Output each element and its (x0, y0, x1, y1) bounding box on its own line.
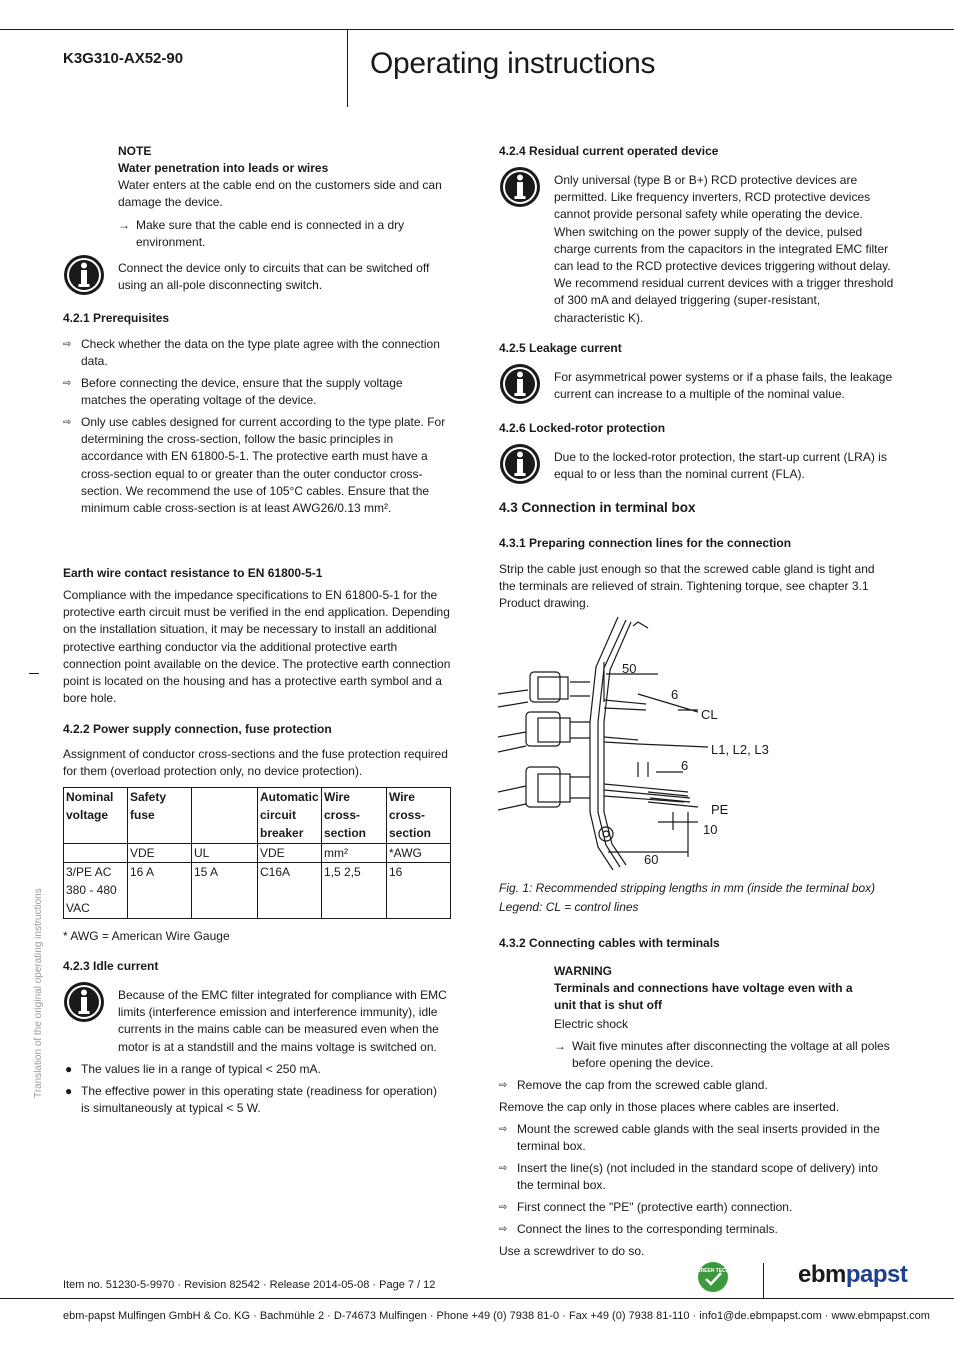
list-item: ⇨ Before connecting the device, ensure that the supply voltage matches the operating voltage of the device. (63, 376, 403, 408)
table-cell: 16 (387, 863, 451, 919)
list-item: ⇨ First connect the "PE" (protective earth) connection. (499, 1199, 894, 1216)
note-action (118, 217, 448, 251)
figure-legend: Legend: CL = control lines (499, 900, 639, 914)
warning-heading: Terminals and connections have voltage even with a unit that is shut off (554, 981, 853, 1013)
item-info: Item no. 51230-5-9970 · Revision 82542 · Release 2014-05-08 · Page 7 / 12 (63, 1279, 436, 1291)
note-action-text: Make sure that the cable end is connected in a dry environment. (136, 218, 405, 250)
table-cell: 16 A (128, 863, 192, 919)
dim-label: PE (711, 802, 729, 817)
model-number: K3G310-AX52-90 (63, 50, 184, 67)
warning-action-text: Wait five minutes after disconnecting the voltage at all poles before opening the device. (572, 1039, 890, 1071)
info-icon (499, 363, 541, 405)
arrow-bullet-icon: ⇨ (499, 1163, 508, 1174)
note-label: NOTE (118, 144, 152, 158)
earth-text: Compliance with the impedance specifications to EN 61800-5-1 for the protective earth circuit must be verified in the end application. Depending on the installation situation, it may be necessary to install an additional protective earthing conductor via the additional protective earth connection point available on the device. The protective earth connection point is located on the housing and has a protective earth symbol and a bore hole. (63, 588, 451, 706)
side-translation-note: Translation of the original operating instructions (33, 888, 44, 1098)
info-icon (499, 443, 541, 485)
section-4-3-title: 4.3 Connection in terminal box (499, 500, 696, 515)
table-header: Nominal voltage (64, 788, 128, 844)
table-cell: mm² (322, 844, 387, 863)
final-note: Use a screwdriver to do so. (499, 1244, 645, 1258)
table-cell: 15 A (192, 863, 258, 919)
list-item: ⇨ Connect the lines to the corresponding terminals. (499, 1221, 894, 1238)
dim-label: CL (701, 707, 718, 722)
table-cell (64, 844, 128, 863)
section-4-3-1-title: 4.3.1 Preparing connection lines for the connection (499, 536, 792, 550)
arrow-bullet-icon: ⇨ (499, 1202, 508, 1213)
figure-caption: Fig. 1: Recommended stripping lengths in mm (inside the terminal box) (499, 881, 876, 895)
dim-label: 6 (681, 758, 689, 773)
list-item: ● The values lie in a range of typical < 250 mA. (63, 1061, 448, 1078)
warning-label: WARNING (554, 964, 612, 978)
note-text: Water enters at the cable end on the customers side and can damage the device. (118, 178, 442, 210)
right-arrow-icon: → (118, 218, 130, 232)
ebmpapst-logo: ebmpapst (798, 1261, 908, 1288)
note-heading: Water penetration into leads or wires (118, 161, 329, 175)
warning-action (554, 1038, 894, 1072)
green-tech-text: GREEN TECH (697, 1268, 729, 1274)
dim-label: 50 (622, 661, 637, 676)
step-note: Remove the cap only in those places where cables are inserted. (499, 1100, 840, 1114)
list-item: ● The effective power in this operating state (readiness for operation) is simultaneously at typical < 5 W. (65, 1084, 437, 1116)
table-header (192, 788, 258, 844)
fuse-table (63, 787, 451, 919)
right-arrow-icon: → (554, 1039, 566, 1053)
arrow-bullet-icon: ⇨ (499, 1224, 508, 1235)
table-cell: C16A (258, 863, 322, 919)
info-icon (63, 981, 105, 1023)
rcd-info: Only universal (type B or B+) RCD protective devices are permitted. Like frequency inverters, RCD protective devices cannot provide personal safety while operating the device. When switching on the power supply of the device, pulsed charge currents from the capacitors in the integrated EMC filter can lead to the RCD protective devices triggering without delay. We recommend residual current devices with a trigger threshold of 300 mA and delayed triggering (super-resistant, characteristic K). (554, 173, 894, 325)
section-4-3-2-title: 4.3.2 Connecting cables with terminals (499, 936, 720, 950)
list-item: ⇨ Insert the line(s) (not included in the standard scope of delivery) into the terminal box. (499, 1161, 878, 1193)
section-4-2-3-title: 4.2.3 Idle current (63, 959, 159, 973)
stripping-lengths-figure (498, 612, 798, 877)
leakage-info: For asymmetrical power systems or if a phase fails, the leakage current can increase to a multiple of the nominal value. (554, 370, 893, 402)
section-4-2-6-title: 4.2.6 Locked-rotor protection (499, 421, 666, 435)
section-4-2-4-title: 4.2.4 Residual current operated device (499, 144, 719, 158)
locked-rotor-info: Due to the locked-rotor protection, the start-up current (LRA) is equal to or less than the nominal current (FLA). (554, 450, 887, 482)
earth-title: Earth wire contact resistance to EN 61800-5-1 (63, 566, 323, 580)
arrow-bullet-icon: ⇨ (63, 378, 72, 389)
table-cell: UL (192, 844, 258, 863)
dim-label: L1, L2, L3 (711, 742, 769, 757)
info-all-pole: Connect the device only to circuits that can be switched off using an all-pole disconnecting switch. (118, 261, 430, 293)
arrow-bullet-icon: ⇨ (63, 417, 72, 428)
table-header: Wire cross-section (322, 788, 387, 844)
info-icon (63, 254, 105, 296)
section-4-2-2-title: 4.2.2 Power supply connection, fuse protection (63, 722, 332, 736)
table-cell: 1,5 2,5 (322, 863, 387, 919)
list-item: ⇨ Remove the cap from the screwed cable gland. (499, 1077, 894, 1094)
dim-label: 6 (671, 687, 679, 702)
arrow-bullet-icon: ⇨ (499, 1080, 508, 1091)
bullet-dot-icon: ● (65, 1062, 73, 1076)
arrow-bullet-icon: ⇨ (63, 339, 72, 350)
list-item: ⇨ Check whether the data on the type plate agree with the connection data. (63, 337, 440, 369)
table-header: Automatic circuit breaker (258, 788, 322, 844)
bullet-dot-icon: ● (65, 1084, 73, 1098)
section-4-2-2-text: Assignment of conductor cross-sections and the fuse protection required for them (overload protection only, no device protection). (63, 747, 448, 779)
table-cell: 3/PE AC 380 - 480 VAC (64, 863, 128, 919)
section-4-2-1-title: 4.2.1 Prerequisites (63, 311, 170, 325)
section-4-3-1-text: Strip the cable just enough so that the screwed cable gland is tight and the terminals are relieved of strain. Tightening torque, see chapter 3.1 Product drawing. (499, 562, 875, 611)
green-tech-logo (697, 1261, 729, 1293)
company-address: ebm-papst Mulfingen GmbH & Co. KG · Bachmühle 2 · D-74673 Mulfingen · Phone +49 (0) 7938 81-0 · Fax +49 (0) 7938 81-110 · info1@de.ebmpapst.com · www.ebmpapst.com (63, 1310, 930, 1322)
dim-label: 10 (703, 822, 718, 837)
table-header: Safety fuse (128, 788, 192, 844)
table-cell: VDE (128, 844, 192, 863)
table-cell: *AWG (387, 844, 451, 863)
arrow-bullet-icon: ⇨ (499, 1124, 508, 1135)
awg-note: * AWG = American Wire Gauge (63, 929, 230, 943)
table-cell: VDE (258, 844, 322, 863)
list-item: ⇨ Only use cables designed for current according to the type plate. For determining the cross-section, follow the basic principles in accordance with EN 61800-5-1. The protective earth must have a cross-section equal to or greater than the outer conductor cross-section. We recommend the use of 105°C cables. Ensure that the minimum cable cross-section is at least AWG26/0.13 mm². (63, 415, 446, 516)
page-title: Operating instructions (370, 47, 656, 80)
warning-text: Electric shock (554, 1017, 629, 1031)
list-item: ⇨ Mount the screwed cable glands with the seal inserts provided in the terminal box. (499, 1122, 880, 1154)
section-4-2-5-title: 4.2.5 Leakage current (499, 341, 622, 355)
info-icon (499, 166, 541, 208)
table-header: Wire cross-section (387, 788, 451, 844)
dim-label: 60 (644, 852, 659, 867)
idle-current-info: Because of the EMC filter integrated for compliance with EMC limits (interference emission and interference immunity), idle currents in the mains cable can be measured even when the motor is at a standstill and the mains voltage is switched on. (118, 988, 447, 1054)
